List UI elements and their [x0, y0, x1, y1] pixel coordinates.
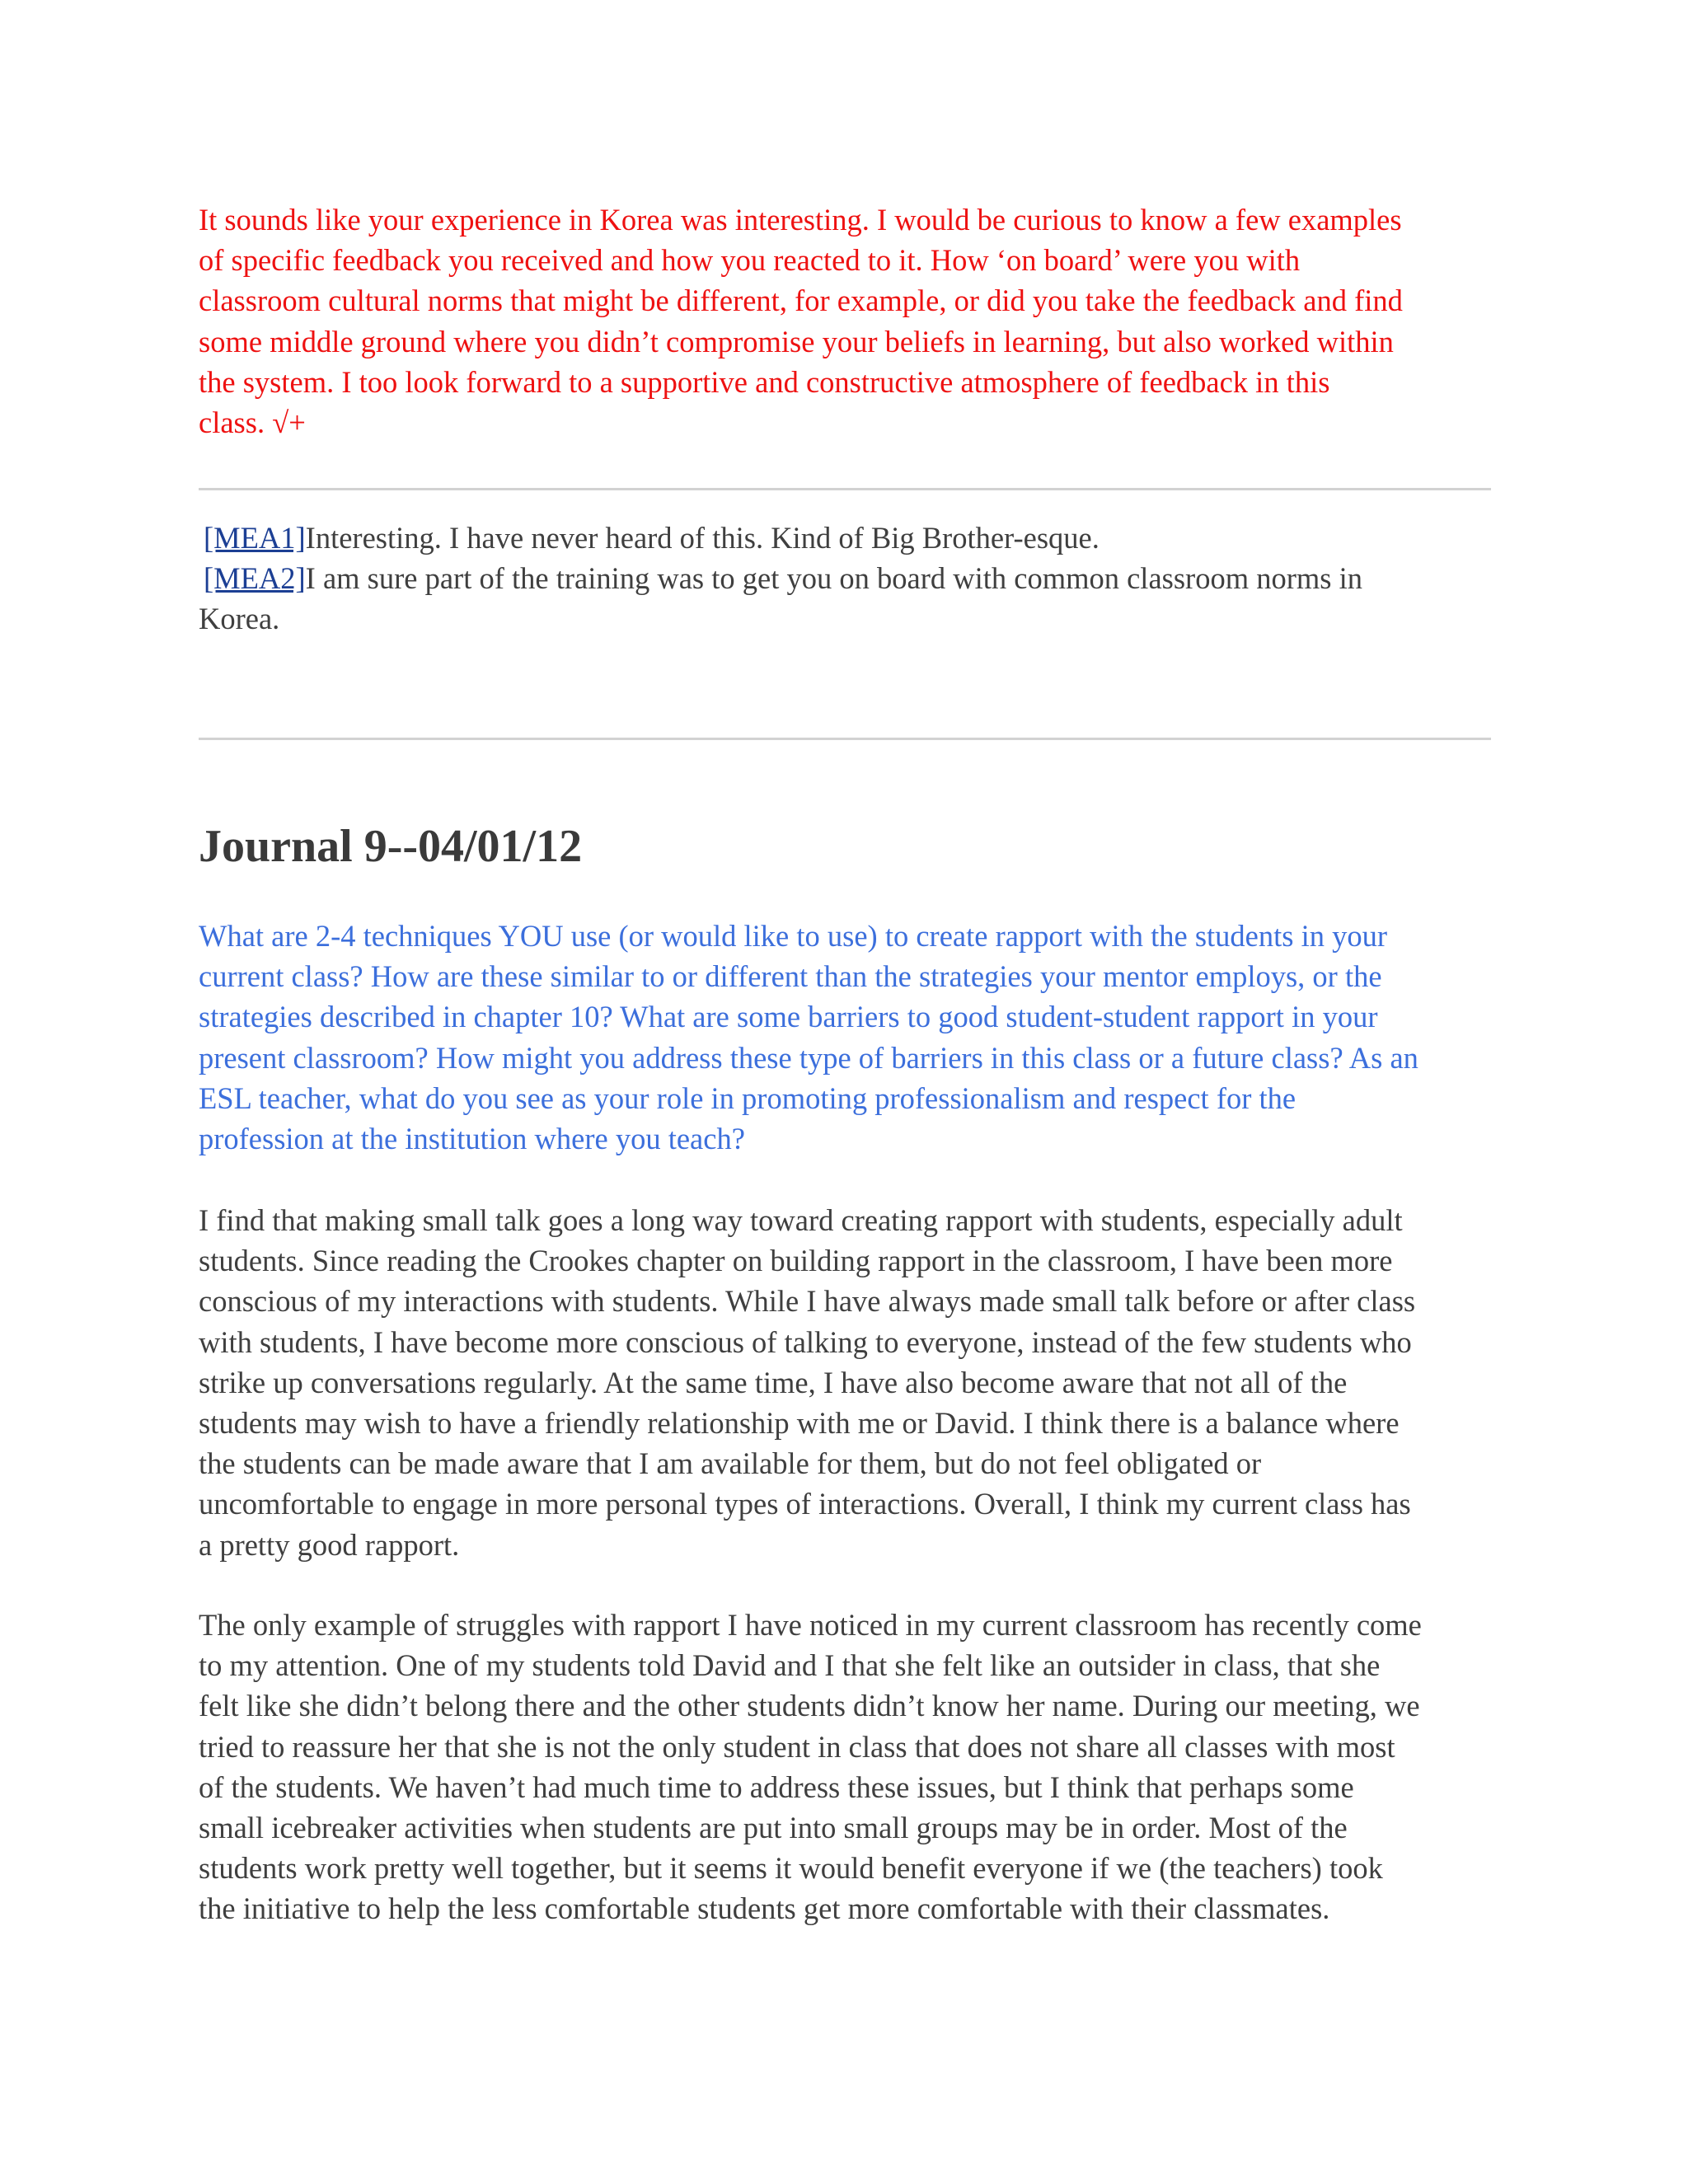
paragraph-line: The only example of struggles with rapport I have noticed in my current classroom has recently come	[199, 1608, 1422, 1642]
prompt-line: ESL teacher, what do you see as your role in promoting professionalism and respect for the	[199, 1080, 1296, 1115]
prompt-line: strategies described in chapter 10? What are some barriers to good student-student rapport in your	[199, 1000, 1378, 1034]
comment-ref-mea2[interactable]: [MEA2]	[204, 561, 306, 596]
paragraph-line: the initiative to help the less comfortable students get more comfortable with their classmates.	[199, 1891, 1330, 1926]
instructor-feedback	[199, 199, 1493, 443]
journal-paragraph	[199, 1605, 1493, 1929]
paragraph-line: students work pretty well together, but it seems it would benefit everyone if we (the teachers) took	[199, 1851, 1383, 1886]
comment-2	[199, 558, 1493, 598]
comment-notes	[199, 518, 1493, 640]
journal-title: Journal 9--04/01/12	[199, 821, 583, 872]
paragraph-line: strike up conversations regularly. At the same time, I have also become aware that not all of the	[199, 1365, 1348, 1399]
feedback-line: of specific feedback you received and how you reacted to it. How ‘on board’ were you with	[199, 243, 1301, 278]
comment-text: I am sure part of the training was to get you on board with common classroom norms in	[305, 561, 1362, 596]
journal-prompt	[199, 916, 1493, 1159]
paragraph-line: small icebreaker activities when students are put into small groups may be in order. Most of the	[199, 1811, 1348, 1845]
prompt-line: What are 2-4 techniques YOU use (or would like to use) to create rapport with the students in your	[199, 919, 1388, 953]
paragraph-line: tried to reassure her that she is not the only student in class that does not share all classes with most	[199, 1729, 1395, 1764]
comment-ref-mea1[interactable]: [MEA1]	[204, 521, 306, 555]
feedback-line: class. √+	[199, 405, 306, 440]
feedback-line: some middle ground where you didn’t compromise your beliefs in learning, but also worked within	[199, 324, 1394, 359]
prompt-line: profession at the institution where you teach?	[199, 1122, 745, 1156]
prompt-line: current class? How are these similar to or different than the strategies your mentor employs, or the	[199, 959, 1382, 994]
paragraph-line: of the students. We haven’t had much time to address these issues, but I think that perhaps some	[199, 1769, 1354, 1804]
paragraph-line: uncomfortable to engage in more personal types of interactions. Overall, I think my current class has	[199, 1487, 1411, 1521]
comment-1	[199, 518, 1493, 558]
paragraph-line: students may wish to have a friendly relationship with me or David. I think there is a balance where	[199, 1406, 1400, 1441]
paragraph-line: with students, I have become more conscious of talking to everyone, instead of the few students who	[199, 1324, 1412, 1359]
paragraph-line: I find that making small talk goes a long way toward creating rapport with students, especially adult	[199, 1203, 1403, 1237]
comment-text: Interesting. I have never heard of this. Kind of Big Brother-esque.	[305, 521, 1100, 555]
paragraph-line: felt like she didn’t belong there and the other students didn’t know her name. During our meeting, we	[199, 1689, 1420, 1723]
paragraph-line: to my attention. One of my students told David and I that she felt like an outsider in class, that she	[199, 1648, 1381, 1683]
journal-paragraph	[199, 1200, 1493, 1565]
divider	[199, 738, 1491, 740]
feedback-line: classroom cultural norms that might be different, for example, or did you take the feedback and find	[199, 284, 1403, 318]
prompt-line: present classroom? How might you address these type of barriers in this class or a future class? As an	[199, 1040, 1418, 1075]
paragraph-line: students. Since reading the Crookes chapter on building rapport in the classroom, I have been more	[199, 1244, 1393, 1278]
feedback-line: It sounds like your experience in Korea was interesting. I would be curious to know a few examples	[199, 203, 1402, 237]
divider	[199, 488, 1491, 490]
comment-text: Korea.	[199, 602, 280, 636]
paragraph-line: conscious of my interactions with students. While I have always made small talk before or after class	[199, 1284, 1416, 1319]
paragraph-line: the students can be made aware that I am available for them, but do not feel obligated or	[199, 1446, 1262, 1481]
paragraph-line: a pretty good rapport.	[199, 1527, 460, 1562]
feedback-line: the system. I too look forward to a supportive and constructive atmosphere of feedback in this	[199, 364, 1330, 399]
